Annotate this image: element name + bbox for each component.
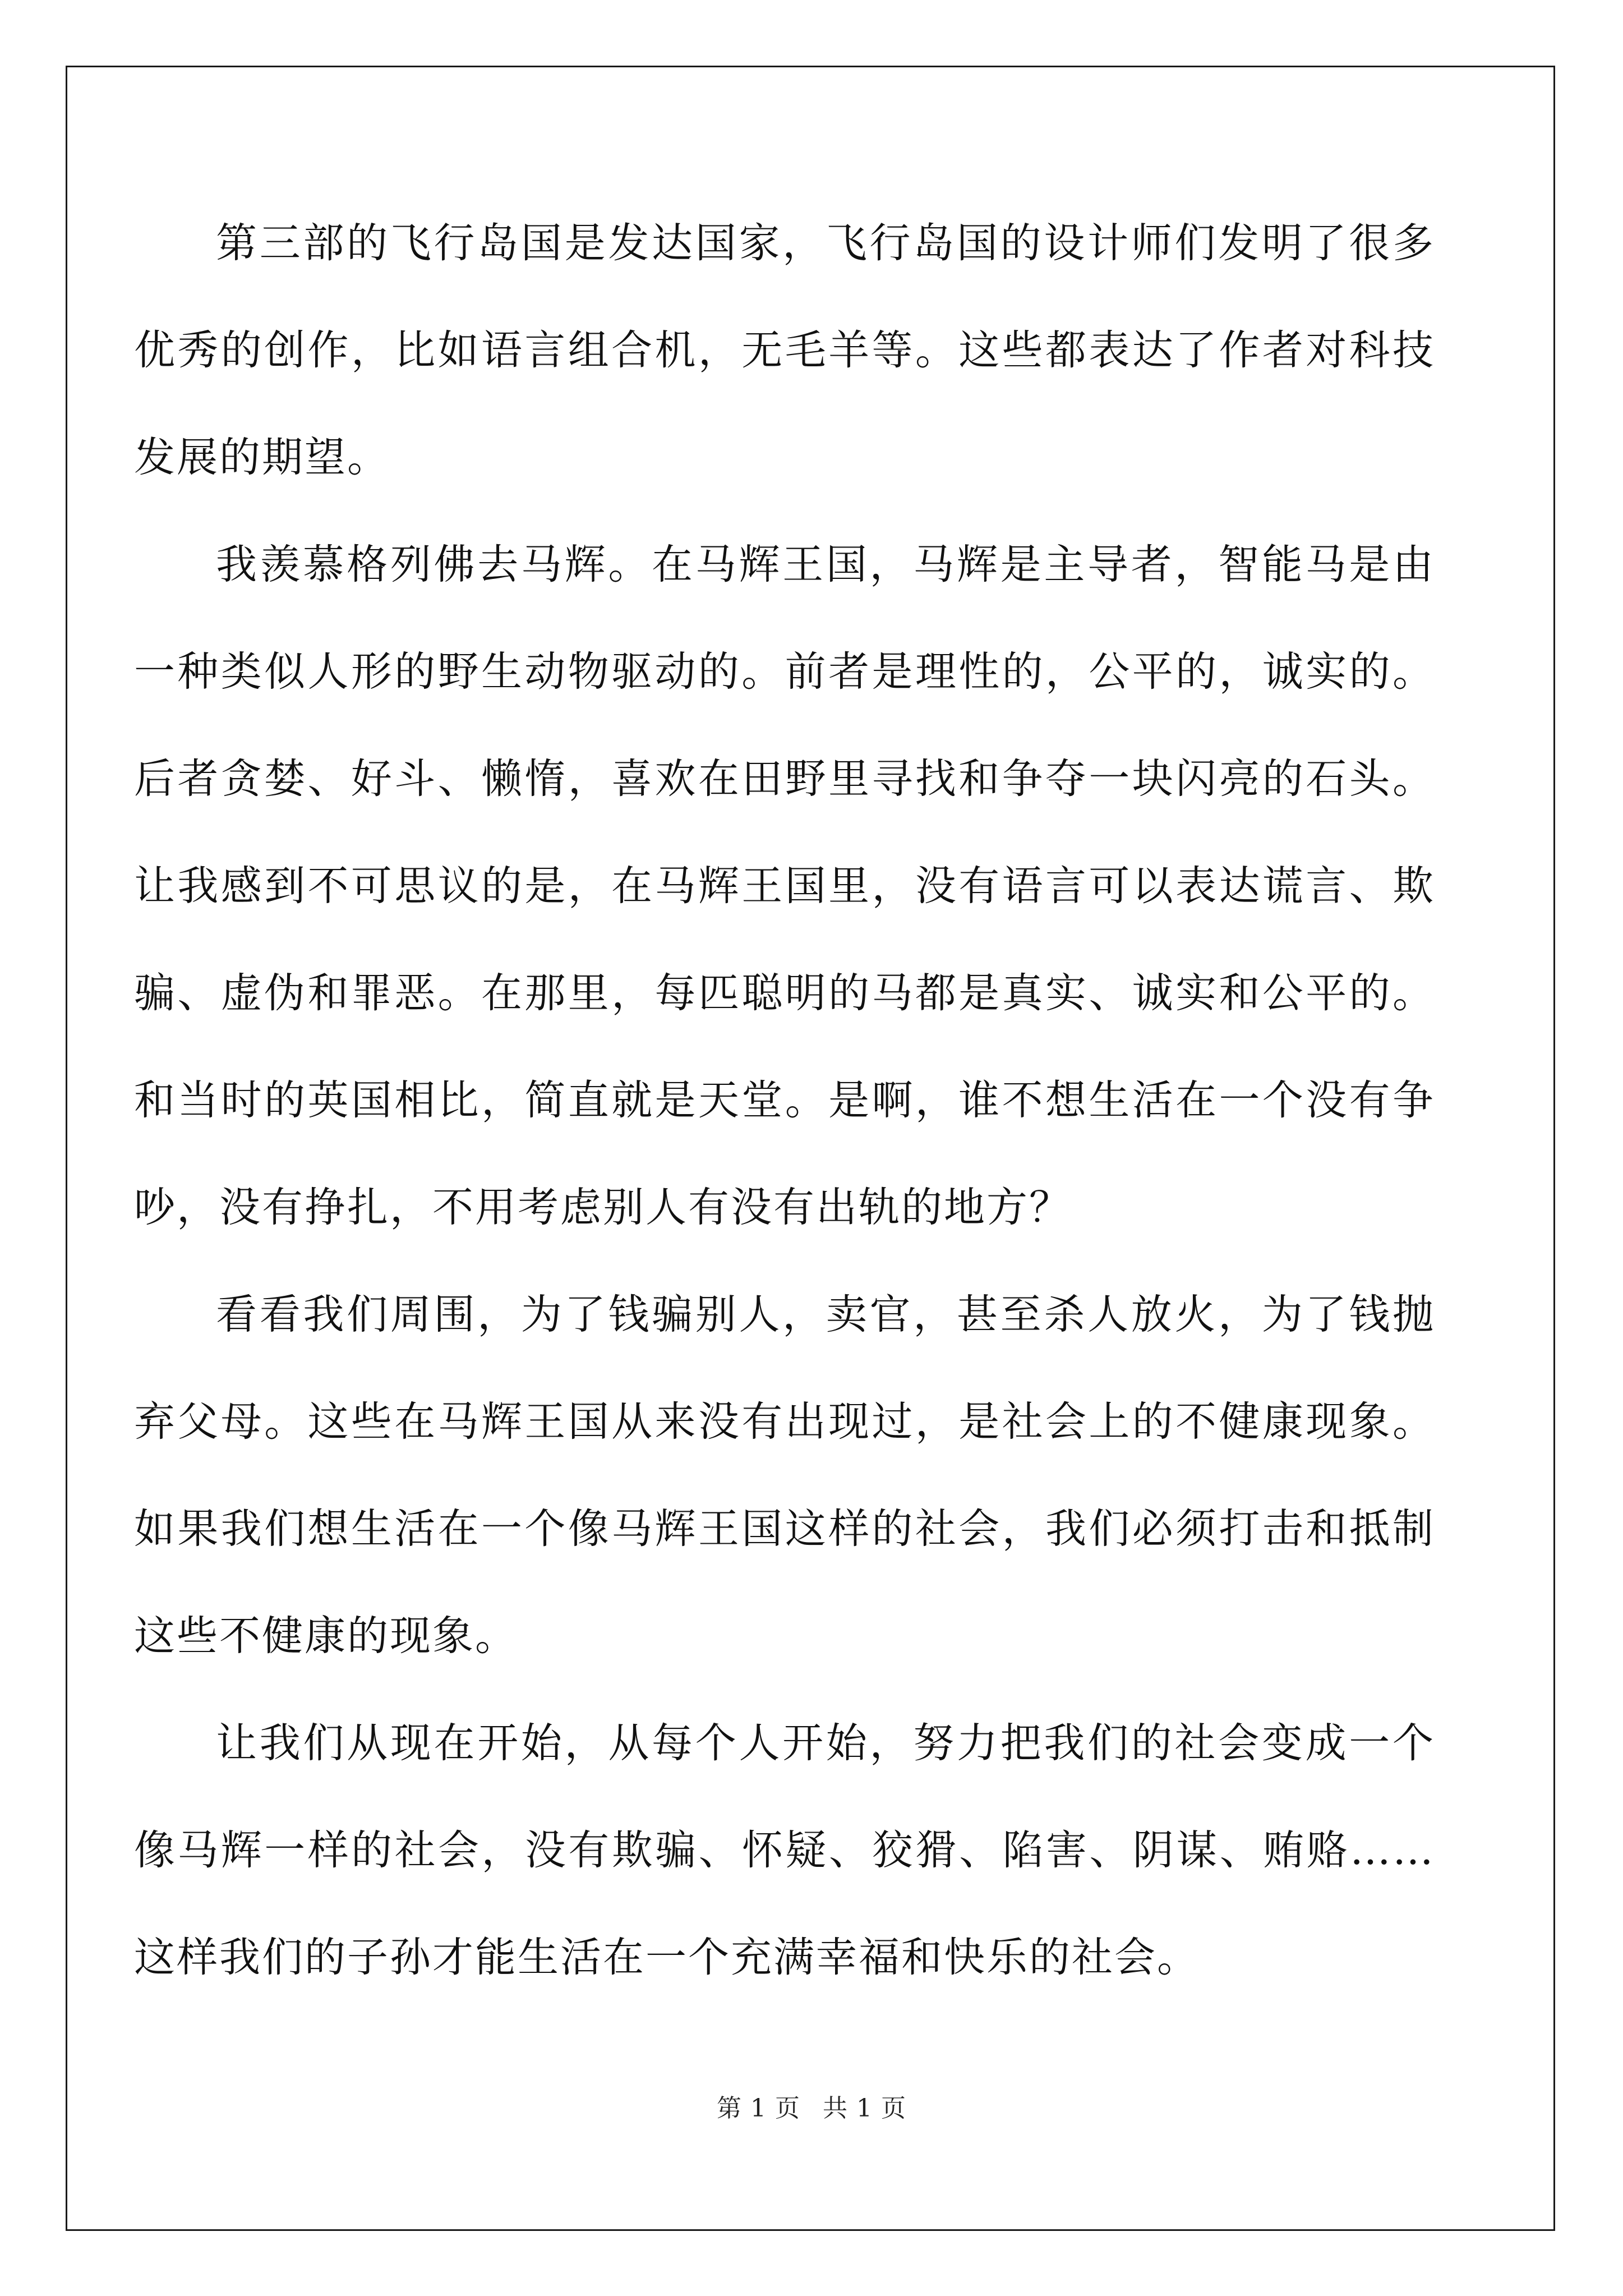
paragraph-1: 第三部的飞行岛国是发达国家，飞行岛国的设计师们发明了很多优秀的创作，比如语言组合机，无毛羊等。这些都表达了作者对科技发展的期望。 [134,219,1435,481]
paragraph-3: 看看我们周围，为了钱骗别人，卖官，甚至杀人放火，为了钱抛弃父母。这些在马辉王国从来没有出现过，是社会上的不健康现象。如果我们想生活在一个像马辉王国这样的社会，我们必须打击和抵制这些不健康的现象。 [134,1291,1435,1660]
document-body [134,190,1435,2011]
page-number: 第 1 页 [717,2094,800,2123]
paragraph-2: 我羡慕格列佛去马辉。在马辉王国，马辉是主导者，智能马是由一种类似人形的野生动物驱动的。前者是理性的，公平的，诚实的。后者贪婪、好斗、懒惰，喜欢在田野里寻找和争夺一块闪亮的石头。让我感到不可思议的是，在马辉王国里，没有语言可以表达谎言、欺骗、虚伪和罪恶。在那里，每匹聪明的马都是真实、诚实和公平的。和当时的英国相比，简直就是天堂。是啊，谁不想生活在一个没有争吵，没有挣扎，不用考虑别人有没有出轨的地方？ [134,541,1435,1231]
page-footer [0,2088,1623,2124]
page-total: 共 1 页 [823,2094,906,2123]
paragraph-4: 让我们从现在开始，从每个人开始，努力把我们的社会变成一个像马辉一样的社会，没有欺骗、怀疑、狡猾、陷害、阴谋、贿赂……这样我们的子孙才能生活在一个充满幸福和快乐的社会。 [134,1719,1435,1981]
